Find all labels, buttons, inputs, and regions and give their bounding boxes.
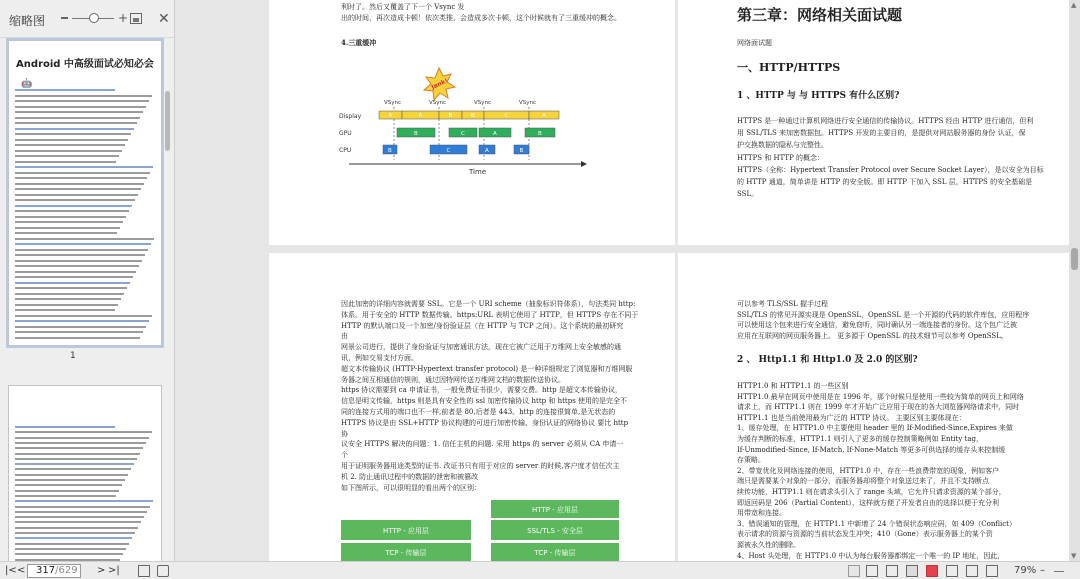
- display-frame-label: B: [448, 113, 453, 119]
- text-line: 同的连接方式用的端口也不一样,前者是 80,后者是 443。http 的连接很简单,是无状态的: [341, 408, 616, 416]
- text-line: 超文本传输协议 (HTTP-Hypertext transfer protocol) 是一种详细规定了浏览器和万维网服: [341, 364, 633, 373]
- text-line: 4、Host 头处理，在 HTTP1.0 中认为每台服务器都绑定一个唯一的 IP 地址，因此，: [737, 551, 1005, 560]
- thumbnail-text-line: [15, 453, 140, 455]
- play-slideshow-icon[interactable]: [926, 565, 938, 577]
- scroll-up-arrow-icon[interactable]: ▲: [1071, 1, 1077, 9]
- thumbnail-text-line: [15, 100, 149, 102]
- thumbnail-text-line: [15, 500, 153, 502]
- thumbnail-text-line: [15, 150, 122, 152]
- thumbnail-title: Android 中高级面试必知必会: [16, 59, 154, 70]
- scroll-down-arrow-icon[interactable]: ▼: [1071, 552, 1077, 560]
- text-line: If-Unmodified-Since, If-Match, If-None-Match 等更多可供选择的缓存头来控制缓: [737, 445, 1006, 454]
- thumbnail-text-line: [15, 516, 144, 518]
- layer-label: HTTP - 应用层: [532, 506, 578, 514]
- fit-width-icon[interactable]: [986, 565, 998, 577]
- display-frame-label: A: [418, 113, 423, 119]
- layer-label: TCP - 传输层: [534, 549, 576, 557]
- layer-label: TCP - 传输层: [385, 549, 427, 557]
- text-line: HTTP1.0 最早在网页中使用是在 1996 年，那个时候只是使用一些较为简单的网页上和网络: [737, 392, 1024, 401]
- thumbnail-text-line: [15, 221, 123, 223]
- thumbnail-text-line: [15, 188, 141, 190]
- body-text: 利时了。然后又覆盖了下一个 Vsync 发: [341, 3, 465, 11]
- text-line: https 协议需要到 ca 申请证书，一般免费证书很少，需要交费。http 是超文本传输协议，: [341, 386, 622, 395]
- text-line: 用带宽和连接。: [737, 509, 786, 518]
- thumbnail-text-line: [15, 260, 142, 262]
- vsync-label: VSync: [384, 100, 402, 106]
- thumbnail-text-line: [15, 426, 115, 428]
- thumbnail-text-line: [15, 276, 133, 278]
- section-subtitle: 网络面试题: [737, 39, 772, 47]
- sidebar-title: 缩略图: [9, 14, 46, 28]
- thumbnail-text-line: [15, 210, 129, 212]
- thumbnail-text-line: [15, 320, 149, 322]
- text-line: 请求上，而 HTTP1.1 则在 1999 年才开始广泛应用于现在的各大浏览器网络请求中，同时: [737, 403, 1020, 412]
- row-label-cpu: CPU: [339, 147, 352, 154]
- text-line: 的 HTTP 通道，简单讲是 HTTP 的安全版。即 HTTP 下加入 SSL 层，HTTPS 的安全基础是: [737, 178, 1033, 186]
- text-line: 续传功能，HTTP1.1 则在请求头引入了 range 头域，它允许只请求资源的某个部分，: [737, 488, 1006, 496]
- text-line: SSL/TLS 的常见开源实现是 OpenSSL，OpenSSL 是一个开源的代码的软件库包，应用程序: [737, 310, 1030, 319]
- thumbnail-text-line: [15, 216, 126, 218]
- layer-label: SSL/TLS - 安全层: [527, 527, 583, 535]
- text-line: 议安全 HTTPS 解决的问题：1. 信任主机的问题. 采用 https 的 server 必须从 CA 申请一: [341, 440, 624, 449]
- thumbnail-text-line: [15, 479, 125, 481]
- thumbnail-text-line: [15, 144, 125, 146]
- thumbnail-text-line: [15, 309, 115, 311]
- cpu-frame-label: A: [485, 148, 489, 154]
- question-heading: 1 、HTTP 与 与 HTTPS 有什么区别?: [737, 91, 900, 101]
- vsync-label: VSync: [519, 100, 537, 106]
- thumbnail-text-line: [15, 205, 132, 207]
- thumbnail-text-line: [15, 298, 121, 300]
- thumbnail-text-line: [15, 458, 137, 460]
- text-line: 可以使用这个包来进行安全通信，避免窃听，同时确认另一端连接者的身份。这个包广泛被: [737, 321, 1017, 329]
- android-logo-icon: 🤖: [21, 79, 33, 89]
- row-label-gpu: GPU: [339, 130, 352, 137]
- text-line: HTTPS 和 HTTP 的概念：: [737, 153, 825, 162]
- thumbnail-text-line: [15, 537, 132, 539]
- display-frame-label: A: [542, 113, 546, 119]
- thumbnail-text-line: [15, 326, 146, 328]
- text-line: 个: [341, 451, 348, 460]
- text-line: 因此加密的详细内容就需要 SSL。它是一个 URI scheme（抽象标识符体系），句法类同 http:: [341, 300, 636, 308]
- text-line: HTTPS 协议是由 SSL+HTTP 协议构建的可进行加密传输、身份认证的网络协议 要比 http: [341, 418, 629, 427]
- sidebar-scrollbar-thumb[interactable]: [165, 91, 170, 151]
- text-line: 护交换数据的隐私与完整性。: [737, 141, 828, 150]
- text-line: HTTP1.1 也是当前使用最为广泛的 HTTP 协议。 主要区别主要体现在：: [737, 413, 966, 422]
- thumbnail-text-line: [15, 490, 119, 492]
- text-line: 信息是明文传输，https 则是具有安全性的 ssl 加密传输协议 http 和 https 使用的是完全不: [341, 397, 628, 406]
- thumbnail-text-line: [15, 249, 148, 251]
- text-line: 可以参考 TLS/SSL 握手过程: [737, 300, 829, 308]
- gpu-frame-label: A: [493, 131, 497, 137]
- row-label-display: Display: [339, 113, 362, 120]
- question-heading: 2 、 Http1.1 和 Http1.0 及 2.0 的区别?: [737, 355, 918, 365]
- thumbnail-text-line: [15, 106, 146, 108]
- next-page-button[interactable]: >: [97, 565, 106, 576]
- thumbnail-text-line: [15, 122, 137, 124]
- thumbnail-text-line: [15, 543, 129, 545]
- text-line: 网景公司进行，提供了身份验证与加密通讯方法，现在它被广泛用于万维网上安全敏感的通: [341, 343, 621, 352]
- total-pages: /629: [55, 565, 78, 576]
- section-heading: 一、HTTP/HTTPS: [737, 61, 841, 74]
- thumbnail-text-line: [15, 232, 117, 234]
- thumbnail-text-line: [15, 304, 118, 306]
- jank-label: Jank!: [430, 77, 450, 92]
- thumbnail-sidebar: [0, 0, 175, 561]
- thumbnail-text-line: [15, 437, 149, 439]
- thumbnail-text-line: [15, 183, 144, 185]
- frame-blocks: [379, 111, 559, 154]
- text-line: 即返回码是 206（Partial Content），这样就方便了开发者自由的选择以便于充分利: [737, 498, 1000, 507]
- thumbnail-text-line: [15, 331, 143, 333]
- thumbnail-text-line: [15, 177, 147, 179]
- text-line: 表示请求的资源与资源的当前状态发生冲突；410（Gone）表示服务器上的某个资: [737, 530, 993, 539]
- thumbnail-text-line: [15, 111, 143, 113]
- body-text: 出的时间，再次造成卡顿！依次类推，会造成多次卡顿，这个时候就有了三重缓冲的概念。: [341, 14, 621, 22]
- cpu-frame-label: C: [446, 148, 451, 154]
- text-line: 2、带宽优化及网络连接的使用，HTTP1.0 中，存在一些浪费带宽的现象，例如客户: [737, 466, 1000, 475]
- thumbnail-text-line: [15, 282, 130, 284]
- continuous-view-icon[interactable]: [866, 565, 878, 577]
- thumbnail-zoom-in-icon[interactable]: +: [118, 11, 129, 25]
- thumbnail-zoom-out-icon[interactable]: [61, 17, 68, 19]
- thumbnail-text-line: [15, 199, 135, 201]
- current-page-number: 317: [36, 565, 56, 576]
- thumbnail-text-line: [15, 95, 152, 97]
- thumbnail-text-line: [15, 315, 152, 317]
- thumbnail-text-line: [15, 194, 138, 196]
- text-line: 应用在互联网的网页服务器上。 更多源于 OpenSSL 的技术细节可以参考 OpenSSL。: [737, 331, 1008, 340]
- display-frame-label: C: [504, 113, 509, 119]
- thumbnail-text-line: [15, 238, 154, 240]
- add-bookmark-icon[interactable]: [157, 565, 169, 577]
- layer-label: HTTP - 应用层: [383, 527, 429, 535]
- thumbnail-text-line: [15, 139, 128, 141]
- text-line: 1、缓存处理，在 HTTP1.0 中主要使用 header 里的 If-Modified-Since,Expires 来做: [737, 424, 1013, 433]
- previous-page-button[interactable]: <: [17, 565, 26, 576]
- thumbnail-text-line: [15, 265, 139, 267]
- time-axis-label: Time: [469, 168, 487, 176]
- thumbnail-text-line: [15, 155, 119, 157]
- text-line: 如下图所示，可以很明显的看出两个的区别：: [341, 483, 481, 492]
- text-line: 务器之间互相通信的规则，通过因特网传送万维网文档的数据传送协议。: [341, 375, 565, 384]
- thumbnail-text-line: [15, 506, 150, 508]
- cpu-frame-label: B: [388, 148, 392, 154]
- text-line: 用于证明服务器用途类型的证书. 改证书只有用于对应的 server 的时候,客户度才信任次主: [341, 462, 620, 470]
- thumbnail-page-number: 1: [70, 351, 76, 361]
- rotate-page-icon[interactable]: [138, 565, 150, 577]
- document-page: [269, 0, 675, 245]
- thumbnail-text-line: [15, 532, 135, 534]
- thumbnail-text-line: [15, 89, 115, 91]
- document-page: [678, 253, 1078, 561]
- time-axis-arrow: [581, 161, 587, 167]
- display-frame-label: A: [388, 113, 393, 119]
- vsync-label: VSync: [474, 100, 492, 106]
- thumbnail-text-line: [15, 243, 151, 245]
- close-sidebar-icon[interactable]: ✕: [158, 11, 170, 27]
- thumbnail-text-line: [15, 474, 128, 476]
- zoom-level[interactable]: 79%: [1014, 565, 1037, 576]
- single-page-view-icon[interactable]: [848, 565, 860, 577]
- text-line: HTTP 的默认端口及一个加密/身份验证层（在 HTTP 与 TCP 之间）。这个系统的最初研究: [341, 321, 624, 330]
- text-line: 由: [341, 332, 348, 341]
- thumbnail-text-line: [15, 431, 152, 433]
- thumbnail-text-line: [15, 484, 122, 486]
- thumbnail-text-line: [15, 227, 120, 229]
- zoom-slider[interactable]: [1054, 571, 1064, 572]
- text-line: HTTPS 是一种通过计算机网络进行安全通信的传输协议。HTTPS 经由 HTTP 进行通信，但利: [737, 117, 1034, 125]
- document-scrollbar[interactable]: [1069, 0, 1080, 561]
- thumbnail-page-1[interactable]: [8, 40, 162, 346]
- thumbnail-text-line: [15, 511, 147, 513]
- two-page-view-icon[interactable]: [886, 565, 898, 577]
- triple-buffer-timing-diagram: [339, 60, 599, 180]
- text-line: 存策略。: [737, 456, 765, 465]
- thumbnail-text-line: [15, 553, 123, 555]
- text-line: 体系。用于安全的 HTTP 数据传输。https:URL 表明它使用了 HTTP，但 HTTPS 存在不同于: [341, 310, 639, 319]
- thumbnail-text-line: [15, 117, 140, 119]
- gpu-frame-label: B: [414, 131, 418, 137]
- gpu-frame-label: C: [461, 131, 465, 137]
- text-line: 源被永久性的删除。: [737, 541, 800, 549]
- document-page: [269, 253, 675, 561]
- fit-page-icon[interactable]: [966, 565, 978, 577]
- thumbnail-text-line: [15, 548, 126, 550]
- thumbnail-text-line: [15, 128, 134, 130]
- thumbnail-text-line: [15, 447, 143, 449]
- thumbnail-text-line: [15, 133, 131, 135]
- document-scrollbar-thumb[interactable]: [1071, 248, 1078, 270]
- http-vs-https-layers-diagram: [341, 500, 619, 561]
- text-line: HTTPS（全称：Hypertext Transfer Protocol over Secure Socket Layer），是以安全为目标: [737, 165, 1044, 174]
- thumbnail-text-line: [15, 271, 136, 273]
- sidebar-header: [0, 0, 174, 38]
- thumbnail-text-line: [15, 442, 146, 444]
- document-page: [678, 0, 1078, 245]
- text-line: HTTP1.0 和 HTTP1.1 的一些区别: [737, 382, 849, 390]
- thumbnail-text-line: [15, 468, 131, 470]
- text-line: 讯，例如交易支付方面。: [341, 354, 418, 362]
- thumbnail-image-icon[interactable]: [130, 13, 142, 24]
- chapter-title: 第三章：网络相关面试题: [737, 6, 903, 24]
- cpu-frame-label: B: [519, 148, 524, 154]
- two-page-continuous-view-icon[interactable]: [906, 565, 918, 577]
- thumbnail-text-line: [15, 161, 116, 163]
- thumbnail-text-line: [15, 293, 124, 295]
- text-line: 机 2. 防止通讯过程中的数据的泄密和被篡改: [341, 472, 479, 481]
- text-line: 协: [341, 429, 348, 438]
- thumbnail-text-line: [15, 172, 150, 174]
- text-line: 为缓存判断的标准，HTTP1.1 则引入了更多的缓存控制策略例如 Entity tag，: [737, 435, 983, 443]
- section-heading: 4.三重缓冲: [341, 38, 377, 47]
- text-line: 3、错误通知的管理，在 HTTP1.1 中新增了 24 个错误状态响应码，如 409（Conflict）: [737, 519, 1016, 528]
- thumbnail-text-line: [15, 495, 116, 497]
- first-page-button[interactable]: |<: [5, 565, 17, 576]
- zoom-out-icon[interactable]: –: [1040, 565, 1045, 576]
- thumbnail-list: [0, 39, 175, 561]
- thumbnail-text-line: [15, 521, 141, 523]
- thumbnail-zoom-slider-handle[interactable]: [89, 13, 99, 23]
- text-line: 用 SSL/TLS 来加密数据包。HTTPS 开发的主要目的，是提供对网站服务器的身份 认证，保: [737, 129, 1026, 138]
- page-number-field[interactable]: [27, 564, 81, 578]
- thumbnail-text-line: [15, 254, 145, 256]
- vsync-label: VSync: [429, 100, 447, 106]
- thumbnail-text-line: [15, 166, 153, 168]
- thumbnail-text-line: [15, 287, 127, 289]
- display-frame-label: B: [471, 113, 475, 119]
- reading-mode-icon[interactable]: [946, 565, 958, 577]
- gpu-frame-label: B: [538, 131, 542, 137]
- thumbnail-text-line: [15, 527, 138, 529]
- thumbnail-text-line: [15, 463, 134, 465]
- text-line: SSL。: [737, 190, 759, 199]
- thumbnail-page-2[interactable]: [8, 385, 162, 565]
- last-page-button[interactable]: >|: [108, 565, 120, 576]
- status-bar: [0, 561, 1080, 579]
- text-line: 端只是需要某个对象的一部分，而服务器却将整个对象送过来了，并且不支持断点: [737, 477, 989, 486]
- thumbnail-text-line: [15, 337, 140, 339]
